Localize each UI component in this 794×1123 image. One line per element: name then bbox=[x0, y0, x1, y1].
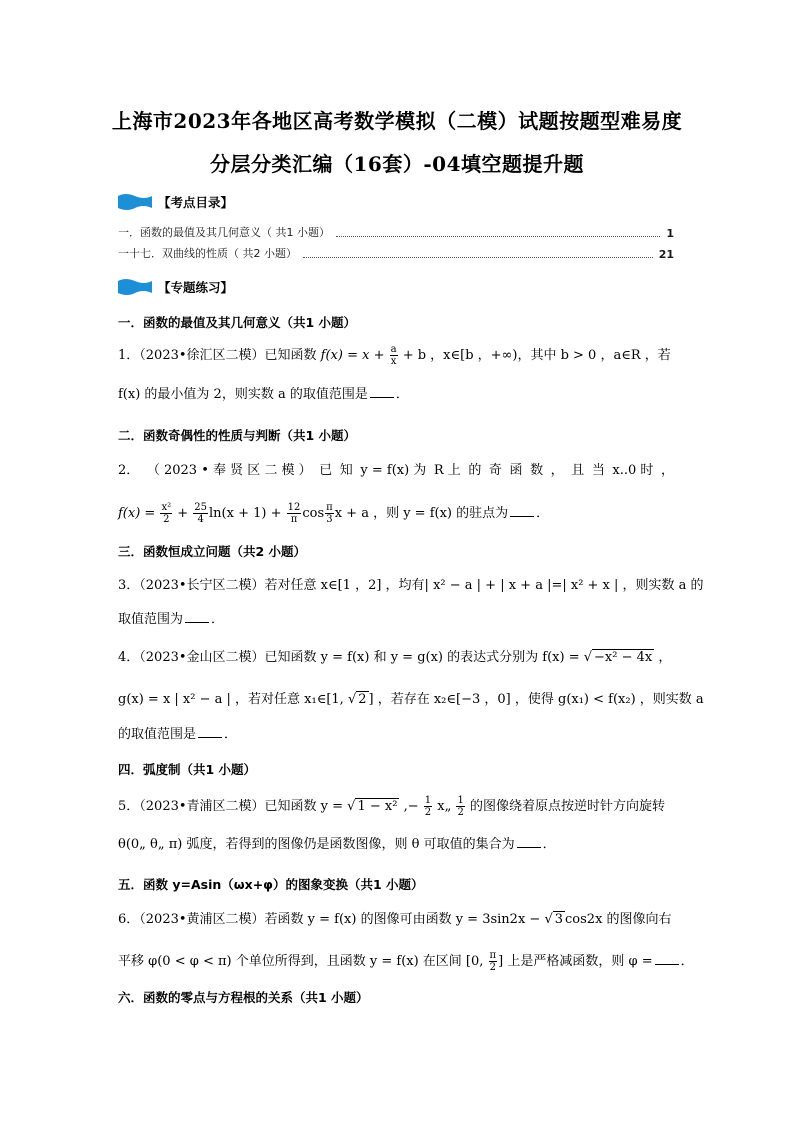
toc-heading-label: 【考点目录】 bbox=[158, 195, 234, 210]
answer-blank[interactable] bbox=[198, 725, 222, 738]
toc-item[interactable] bbox=[118, 245, 674, 261]
question-5-line-1: 5．（2023•青浦区二模）已知函数 y = √ 1 − x² ,− $\frac{1}{2}$ x„ $\frac{1}{2}$ 的图像绕着原点按逆时针方向旋转 bbox=[118, 795, 665, 818]
section-title: 二．函数奇偶性的性质与判断（共1 小题） bbox=[118, 428, 357, 443]
answer-blank[interactable] bbox=[517, 835, 541, 848]
question-4-line-3: 的取值范围是 ． bbox=[118, 727, 238, 742]
practice-heading bbox=[118, 276, 233, 298]
document-title-line-1: 上海市2023年各地区高考数学模拟（二模）试题按题型难易度 bbox=[111, 109, 683, 133]
toc-item-label: 一十七．双曲线的性质（ 共2 小题） bbox=[118, 247, 297, 260]
document-title-line-2: 分层分类汇编（16套）-04填空题提升题 bbox=[210, 152, 584, 176]
question-6-line-1: 6．（2023•黄浦区二模）若函数 y = f(x) 的图像可由函数 y = 3sin2x − √ 3 cos2x 的图像向右 bbox=[118, 912, 672, 927]
toc-item-label: 一．函数的最值及其几何意义（ 共1 小题） bbox=[118, 226, 330, 239]
question-2-line-1: 2． （ 2023 • 奉 贤 区 二 模 ） 已 知 y = f(x) 为 R 上 的 奇 函 数 ， 且 当 x..0 时 ， bbox=[118, 463, 674, 478]
answer-blank[interactable] bbox=[370, 385, 394, 398]
question-3-line-2: 取值范围为 ． bbox=[118, 612, 225, 627]
toc-leader-dots bbox=[303, 257, 653, 258]
section-title: 五．函数 y=Asin（ωx+φ）的图象变换（共1 小题） bbox=[118, 877, 424, 892]
section-title: 六．函数的零点与方程根的关系（共1 小题） bbox=[118, 990, 369, 1005]
question-2-line-2: f(x) = $\frac{\text{x²}}{2}$ + $\frac{25}{4}$ ln(x + 1) + $\frac{12}{\pi}$ cos $\frac{\pi}{3}$ x + a ，则 y = f(x) 的驻点为 ． bbox=[118, 502, 550, 525]
flag-icon bbox=[118, 192, 152, 212]
question-4-line-2: g(x) = x | x² − a | ，若对任意 x₁∈[1, √ 2 ] ，若存在 x₂∈[−3 ，0] ，使得 g(x₁) < f(x₂) ，则实数 a bbox=[118, 692, 704, 707]
question-4-line-1: 4．（2023•金山区二模）已知函数 y = f(x) 和 y = g(x) 的表达式分别为 f(x) = √ −x² − 4x ， bbox=[118, 650, 672, 665]
toc-item-page: 21 bbox=[658, 248, 674, 261]
section-title: 一．函数的最值及其几何意义（共1 小题） bbox=[118, 315, 357, 330]
flag-icon bbox=[118, 277, 152, 297]
toc-leader-dots bbox=[336, 236, 660, 237]
question-6-line-2: 平移 φ(0 < φ < π) 个单位所得到，且函数 y = f(x) 在区间 [0, $\frac{\pi}{2}$ ] 上是严格减函数，则 φ = ． bbox=[118, 950, 694, 973]
section-title: 四．弧度制（共1 小题） bbox=[118, 762, 257, 777]
question-1-line-1: 1．（2023•徐汇区二模）已知函数 f(x) = x + $\frac{a}{x}$ + b ，x∈[b ，+∞)，其中 b > 0 ，a∈R ，若 bbox=[118, 344, 671, 367]
question-1-line-2: f(x) 的最小值为 2，则实数 a 的取值范围是 ． bbox=[118, 387, 409, 402]
toc-heading bbox=[118, 191, 233, 213]
practice-heading-label: 【专题练习】 bbox=[158, 280, 234, 295]
answer-blank[interactable] bbox=[655, 952, 679, 965]
question-5-line-2: θ(0„ θ„ π) 弧度，若得到的图像仍是函数图像，则 θ 可取值的集合为 ． bbox=[118, 837, 556, 852]
toc-item[interactable] bbox=[118, 224, 674, 240]
question-3-line-1: 3．（2023•长宁区二模）若对任意 x∈[1 ，2] ，均有| x² − a | + | x + a |=| x² + x | ，则实数 a 的 bbox=[118, 578, 704, 593]
answer-blank[interactable] bbox=[185, 610, 209, 623]
section-title: 三．函数恒成立问题（共2 小题） bbox=[118, 544, 307, 559]
answer-blank[interactable] bbox=[510, 504, 534, 517]
toc-item-page: 1 bbox=[666, 227, 674, 240]
